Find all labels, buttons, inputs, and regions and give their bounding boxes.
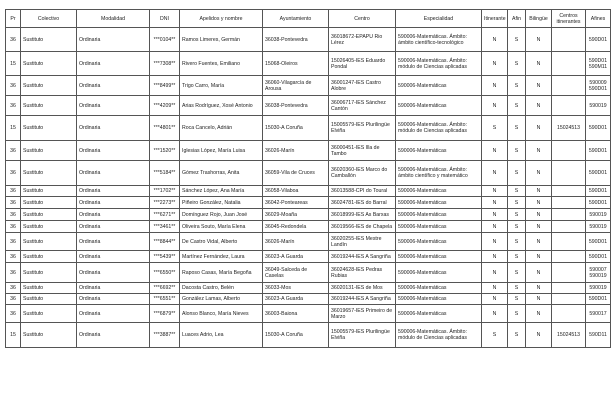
table-row	[6, 283, 611, 294]
cell-especialidad: 590006-Matemáticas	[396, 251, 482, 263]
cell-centro: 15005579-IES Plurilingüe Elviña	[329, 116, 396, 141]
cell-bilingue: N	[526, 28, 552, 52]
cell-ayuntamiento: 36038-Pontevedra	[263, 96, 329, 116]
cell-afin: S	[508, 197, 526, 209]
cell-centro: 36019657-IES Primeiro de Marzo	[329, 305, 396, 323]
cell-centro: 36020255-IES Mestre Landín	[329, 233, 396, 251]
cell-especialidad: 590006-Matemáticas	[396, 209, 482, 221]
cell-colectivo: Sustituto	[21, 161, 77, 186]
afin-code: 590007	[589, 266, 607, 273]
afin-code: 590D01	[588, 296, 608, 302]
cell-especialidad: 590006-Matemáticas	[396, 305, 482, 323]
cell-afines	[586, 233, 611, 251]
cell-ayuntamiento: 36058-Vilaboa	[263, 186, 329, 197]
cell-pr: 15	[6, 116, 21, 141]
cell-pr: 36	[6, 161, 21, 186]
cell-nombre: Ramos Limeres, Germán	[180, 28, 263, 52]
cell-centros-itinerantes	[552, 52, 586, 76]
cell-afines	[586, 305, 611, 323]
cell-centro: 36019244-IES A Sangriña	[329, 251, 396, 263]
cell-modalidad: Ordinaria	[77, 28, 150, 52]
cell-colectivo: Sustituto	[21, 209, 77, 221]
cell-modalidad: Ordinaria	[77, 283, 150, 294]
cell-centros-itinerantes: 15024513	[552, 116, 586, 141]
cell-pr: 36	[6, 28, 21, 52]
cell-afin: S	[508, 233, 526, 251]
cell-dni: ***2273**	[150, 197, 180, 209]
table-row	[6, 52, 611, 76]
cell-afines	[586, 221, 611, 233]
cell-centros-itinerantes	[552, 96, 586, 116]
header-ayuntamiento: Ayuntamiento	[263, 10, 329, 28]
cell-dni: ***0104**	[150, 28, 180, 52]
cell-ayuntamiento: 36026-Marín	[263, 141, 329, 161]
cell-ayuntamiento: 36003-Baiona	[263, 305, 329, 323]
cell-centro: 36013588-CPI do Toural	[329, 186, 396, 197]
cell-colectivo: Sustituto	[21, 141, 77, 161]
cell-especialidad: 590006-Matemáticas	[396, 76, 482, 96]
cell-nombre: Martínez Fernández, Laura	[180, 251, 263, 263]
cell-centro: 36018672-EPAPU Rio Lérez	[329, 28, 396, 52]
cell-pr: 36	[6, 263, 21, 283]
cell-especialidad: 590006-Matemáticas. Ámbito: módulo de Ciencias aplicadas	[396, 52, 482, 76]
cell-afin: S	[508, 323, 526, 348]
cell-centros-itinerantes	[552, 197, 586, 209]
cell-bilingue: N	[526, 283, 552, 294]
cell-itinerante: N	[482, 52, 508, 76]
cell-modalidad: Ordinaria	[77, 323, 150, 348]
cell-bilingue: N	[526, 294, 552, 305]
cell-especialidad: 590006-Matemáticas. Ámbito: módulo de Ciencias aplicadas	[396, 323, 482, 348]
cell-dni: ***4209**	[150, 96, 180, 116]
cell-bilingue: N	[526, 221, 552, 233]
cell-pr: 36	[6, 305, 21, 323]
cell-ayuntamiento: 36049-Salceda de Caselas	[263, 263, 329, 283]
cell-modalidad: Ordinaria	[77, 209, 150, 221]
cell-afines	[586, 76, 611, 96]
cell-bilingue: N	[526, 96, 552, 116]
cell-colectivo: Sustituto	[21, 221, 77, 233]
cell-ayuntamiento: 15030-A Coruña	[263, 116, 329, 141]
cell-colectivo: Sustituto	[21, 186, 77, 197]
cell-afines	[586, 186, 611, 197]
cell-nombre: Trigo Carro, María	[180, 76, 263, 96]
cell-bilingue: N	[526, 263, 552, 283]
cell-bilingue: N	[526, 251, 552, 263]
table-row	[6, 323, 611, 348]
header-itinerante: Itinerante	[482, 10, 508, 28]
cell-afin: S	[508, 305, 526, 323]
cell-nombre: Iglesias López, María Luisa	[180, 141, 263, 161]
cell-dni: ***4801**	[150, 116, 180, 141]
cell-itinerante: N	[482, 263, 508, 283]
header-bilingue: Bilingüe	[526, 10, 552, 28]
cell-pr: 15	[6, 52, 21, 76]
cell-modalidad: Ordinaria	[77, 52, 150, 76]
header-nombre: Apelidos y nombre	[180, 10, 263, 28]
cell-modalidad: Ordinaria	[77, 251, 150, 263]
afin-code: 590019	[589, 223, 607, 230]
cell-pr: 36	[6, 141, 21, 161]
cell-modalidad: Ordinaria	[77, 221, 150, 233]
cell-afin: S	[508, 263, 526, 283]
cell-afin: S	[508, 141, 526, 161]
afin-code: 590019	[589, 285, 607, 291]
cell-centro: 36024628-IES Pedras Rubias	[329, 263, 396, 283]
cell-pr: 36	[6, 221, 21, 233]
cell-especialidad: 590006-Matemáticas	[396, 283, 482, 294]
cell-bilingue: N	[526, 197, 552, 209]
cell-afin: S	[508, 221, 526, 233]
cell-bilingue: N	[526, 186, 552, 197]
afin-code: 590D01	[588, 188, 608, 194]
cell-especialidad: 590006-Matemáticas	[396, 141, 482, 161]
cell-colectivo: Sustituto	[21, 116, 77, 141]
cell-ayuntamiento: 36038-Pontevedra	[263, 28, 329, 52]
cell-centros-itinerantes	[552, 141, 586, 161]
cell-modalidad: Ordinaria	[77, 161, 150, 186]
cell-especialidad: 590006-Matemáticas	[396, 294, 482, 305]
table-row	[6, 197, 611, 209]
afin-code: 590019	[589, 211, 607, 218]
cell-itinerante: N	[482, 28, 508, 52]
cell-afines	[586, 323, 611, 348]
cell-centro: 36019244-IES A Sangriña	[329, 294, 396, 305]
cell-nombre: Luaces Adrio, Lea	[180, 323, 263, 348]
cell-bilingue: N	[526, 116, 552, 141]
cell-afin: S	[508, 76, 526, 96]
cell-centros-itinerantes	[552, 251, 586, 263]
afin-code: 590D01	[588, 170, 608, 176]
cell-itinerante: N	[482, 283, 508, 294]
cell-nombre: Dacosta Castro, Belén	[180, 283, 263, 294]
header-afines: Afines	[586, 10, 611, 28]
cell-centros-itinerantes: 15024513	[552, 323, 586, 348]
cell-dni: ***6879**	[150, 305, 180, 323]
cell-especialidad: 590006-Matemáticas	[396, 233, 482, 251]
cell-dni: ***5439**	[150, 251, 180, 263]
cell-nombre: Roca Cancelo, Adrián	[180, 116, 263, 141]
cell-centro: 36018999-IES As Barxas	[329, 209, 396, 221]
cell-afin: S	[508, 96, 526, 116]
cell-modalidad: Ordinaria	[77, 76, 150, 96]
cell-centros-itinerantes	[552, 186, 586, 197]
cell-nombre: González Lamas, Alberto	[180, 294, 263, 305]
cell-pr: 36	[6, 96, 21, 116]
cell-nombre: Sánchez López, Ana María	[180, 186, 263, 197]
cell-colectivo: Sustituto	[21, 305, 77, 323]
table-row	[6, 96, 611, 116]
cell-nombre: Raposo Casas, María Begoña	[180, 263, 263, 283]
cell-dni: ***8844**	[150, 233, 180, 251]
cell-ayuntamiento: 36059-Vila de Cruces	[263, 161, 329, 186]
cell-ayuntamiento: 15030-A Coruña	[263, 323, 329, 348]
cell-centro: 36024781-IES do Barral	[329, 197, 396, 209]
cell-especialidad: 590006-Matemáticas	[396, 186, 482, 197]
afin-code: 590D01	[588, 238, 608, 245]
cell-pr: 15	[6, 323, 21, 348]
table-row	[6, 186, 611, 197]
cell-itinerante: S	[482, 116, 508, 141]
cell-modalidad: Ordinaria	[77, 116, 150, 141]
cell-colectivo: Sustituto	[21, 76, 77, 96]
afin-code: 590019	[589, 272, 607, 279]
cell-itinerante: N	[482, 141, 508, 161]
cell-centros-itinerantes	[552, 161, 586, 186]
cell-bilingue: N	[526, 233, 552, 251]
afin-code: 590D01	[588, 199, 608, 206]
cell-itinerante: N	[482, 251, 508, 263]
afin-code: 590009	[589, 79, 607, 86]
header-dni: DNI	[150, 10, 180, 28]
cell-centro: 36006717-IES Sánchez Cantón	[329, 96, 396, 116]
table-row	[6, 141, 611, 161]
cell-nombre: Alonso Blanco, María Nieves	[180, 305, 263, 323]
cell-bilingue: N	[526, 323, 552, 348]
afin-code: 590D01	[588, 36, 608, 43]
cell-colectivo: Sustituto	[21, 233, 77, 251]
cell-especialidad: 590006-Matemáticas	[396, 96, 482, 116]
cell-ayuntamiento: 36026-Marín	[263, 233, 329, 251]
cell-modalidad: Ordinaria	[77, 186, 150, 197]
cell-dni: ***1520**	[150, 141, 180, 161]
cell-colectivo: Sustituto	[21, 263, 77, 283]
cell-afin: S	[508, 28, 526, 52]
table-header-row	[6, 10, 611, 28]
cell-nombre: Domínguez Rojo, Juan José	[180, 209, 263, 221]
cell-centro: 36001247-IES Castro Alobre	[329, 76, 396, 96]
cell-afin: S	[508, 161, 526, 186]
cell-dni: ***7308**	[150, 52, 180, 76]
cell-bilingue: N	[526, 161, 552, 186]
cell-afin: S	[508, 116, 526, 141]
cell-centros-itinerantes	[552, 76, 586, 96]
table-row	[6, 116, 611, 141]
table-row	[6, 209, 611, 221]
header-colectivo: Colectivo	[21, 10, 77, 28]
cell-centros-itinerantes	[552, 28, 586, 52]
cell-centros-itinerantes	[552, 221, 586, 233]
cell-nombre: Gómez Trashorras, Anita	[180, 161, 263, 186]
cell-bilingue: N	[526, 52, 552, 76]
cell-itinerante: N	[482, 76, 508, 96]
cell-modalidad: Ordinaria	[77, 141, 150, 161]
cell-nombre: Oliveira Souto, María Elena	[180, 221, 263, 233]
cell-modalidad: Ordinaria	[77, 263, 150, 283]
cell-itinerante: N	[482, 305, 508, 323]
table-row	[6, 294, 611, 305]
cell-afines	[586, 251, 611, 263]
cell-pr: 36	[6, 251, 21, 263]
cell-bilingue: N	[526, 141, 552, 161]
cell-afines	[586, 283, 611, 294]
cell-centro: 15026405-IES Eduardo Pondal	[329, 52, 396, 76]
cell-afines	[586, 209, 611, 221]
cell-centros-itinerantes	[552, 294, 586, 305]
cell-dni: ***3461**	[150, 221, 180, 233]
cell-colectivo: Sustituto	[21, 197, 77, 209]
afin-code: 590D01	[588, 253, 608, 260]
cell-especialidad: 590006-Matemáticas. Ámbito: ámbito científico y matemático	[396, 161, 482, 186]
cell-itinerante: N	[482, 96, 508, 116]
cell-afin: S	[508, 251, 526, 263]
cell-centros-itinerantes	[552, 263, 586, 283]
afin-code: 590017	[589, 310, 607, 317]
cell-colectivo: Sustituto	[21, 251, 77, 263]
table-row	[6, 305, 611, 323]
cell-afines	[586, 141, 611, 161]
cell-bilingue: N	[526, 305, 552, 323]
cell-afines	[586, 96, 611, 116]
cell-itinerante: S	[482, 323, 508, 348]
cell-dni: ***6551**	[150, 294, 180, 305]
cell-especialidad: 590006-Matemáticas	[396, 263, 482, 283]
table-row	[6, 251, 611, 263]
table-row	[6, 263, 611, 283]
cell-centros-itinerantes	[552, 283, 586, 294]
cell-pr: 36	[6, 197, 21, 209]
cell-pr: 36	[6, 76, 21, 96]
cell-afines	[586, 161, 611, 186]
cell-ayuntamiento: 36033-Mos	[263, 283, 329, 294]
cell-afines	[586, 294, 611, 305]
afin-code: 590M11	[588, 63, 608, 70]
cell-centros-itinerantes	[552, 209, 586, 221]
cell-nombre: Arias Rodríguez, Xosé Antonio	[180, 96, 263, 116]
afin-code: 590D01	[588, 147, 608, 154]
cell-bilingue: N	[526, 209, 552, 221]
cell-ayuntamiento: 15068-Oleiros	[263, 52, 329, 76]
cell-afin: S	[508, 186, 526, 197]
cell-nombre: De Castro Vidal, Alberto	[180, 233, 263, 251]
cell-colectivo: Sustituto	[21, 294, 77, 305]
cell-afin: S	[508, 52, 526, 76]
cell-itinerante: N	[482, 161, 508, 186]
cell-itinerante: N	[482, 294, 508, 305]
cell-ayuntamiento: 36042-Ponteareas	[263, 197, 329, 209]
cell-itinerante: N	[482, 233, 508, 251]
cell-dni: ***8499**	[150, 76, 180, 96]
cell-afines	[586, 197, 611, 209]
cell-dni: ***6271**	[150, 209, 180, 221]
substitutes-table	[5, 9, 611, 348]
cell-pr: 36	[6, 186, 21, 197]
cell-afin: S	[508, 209, 526, 221]
table-row	[6, 233, 611, 251]
cell-ayuntamiento: 36045-Redondela	[263, 221, 329, 233]
cell-centro: 15005579-IES Plurilingüe Elviña	[329, 323, 396, 348]
cell-centro: 36020360-IES Marco do Camballón	[329, 161, 396, 186]
cell-dni: ***3887**	[150, 323, 180, 348]
cell-dni: ***5184**	[150, 161, 180, 186]
afin-code: 590D01	[588, 125, 608, 131]
cell-pr: 36	[6, 283, 21, 294]
cell-modalidad: Ordinaria	[77, 294, 150, 305]
cell-centro: 36000451-IES Illa de Tambo	[329, 141, 396, 161]
cell-modalidad: Ordinaria	[77, 96, 150, 116]
cell-itinerante: N	[482, 209, 508, 221]
cell-dni: ***1702**	[150, 186, 180, 197]
cell-modalidad: Ordinaria	[77, 197, 150, 209]
cell-afines	[586, 52, 611, 76]
afin-code: 590D01	[588, 85, 608, 92]
cell-dni: ***6550**	[150, 263, 180, 283]
cell-colectivo: Sustituto	[21, 28, 77, 52]
header-especialidad: Especialidad	[396, 10, 482, 28]
cell-colectivo: Sustituto	[21, 52, 77, 76]
document-table-container	[5, 9, 610, 348]
cell-itinerante: N	[482, 221, 508, 233]
table-body	[6, 28, 611, 348]
cell-itinerante: N	[482, 186, 508, 197]
afin-code: 590D11	[589, 332, 607, 338]
cell-colectivo: Sustituto	[21, 283, 77, 294]
table-row	[6, 28, 611, 52]
cell-modalidad: Ordinaria	[77, 233, 150, 251]
cell-nombre: Piñeiro González, Natalia	[180, 197, 263, 209]
cell-pr: 36	[6, 209, 21, 221]
cell-especialidad: 590006-Matemáticas	[396, 221, 482, 233]
cell-pr: 36	[6, 294, 21, 305]
cell-especialidad: 590006-Matemáticas	[396, 197, 482, 209]
header-pr: Pr	[6, 10, 21, 28]
cell-centro: 36019566-IES de Chapela	[329, 221, 396, 233]
cell-ayuntamiento: 36060-Vilagarcía de Arousa	[263, 76, 329, 96]
cell-nombre: Rivero Fuentes, Emiliano	[180, 52, 263, 76]
cell-ayuntamiento: 36023-A Guarda	[263, 251, 329, 263]
cell-itinerante: N	[482, 197, 508, 209]
cell-centros-itinerantes	[552, 233, 586, 251]
afin-code: 590019	[589, 102, 607, 109]
cell-centro: 36020131-IES de Mos	[329, 283, 396, 294]
cell-afin: S	[508, 294, 526, 305]
table-row	[6, 221, 611, 233]
cell-ayuntamiento: 36029-Moaña	[263, 209, 329, 221]
cell-bilingue: N	[526, 76, 552, 96]
header-afin: Afin	[508, 10, 526, 28]
table-row	[6, 161, 611, 186]
cell-afines	[586, 263, 611, 283]
cell-colectivo: Sustituto	[21, 96, 77, 116]
cell-pr: 36	[6, 233, 21, 251]
cell-ayuntamiento: 36023-A Guarda	[263, 294, 329, 305]
table-row	[6, 76, 611, 96]
cell-colectivo: Sustituto	[21, 323, 77, 348]
cell-modalidad: Ordinaria	[77, 305, 150, 323]
header-centros-itinerantes: Centros itinerantes	[552, 10, 586, 28]
cell-especialidad: 590006-Matemáticas. Ámbito: ámbito científico-tecnológico	[396, 28, 482, 52]
cell-dni: ***6692**	[150, 283, 180, 294]
cell-especialidad: 590006-Matemáticas. Ámbito: módulo de Ciencias aplicadas	[396, 116, 482, 141]
cell-afin: S	[508, 283, 526, 294]
cell-centros-itinerantes	[552, 305, 586, 323]
header-centro: Centro	[329, 10, 396, 28]
header-modalidad: Modalidad	[77, 10, 150, 28]
afin-code: 590D01	[588, 57, 608, 64]
cell-afines	[586, 28, 611, 52]
cell-afines	[586, 116, 611, 141]
